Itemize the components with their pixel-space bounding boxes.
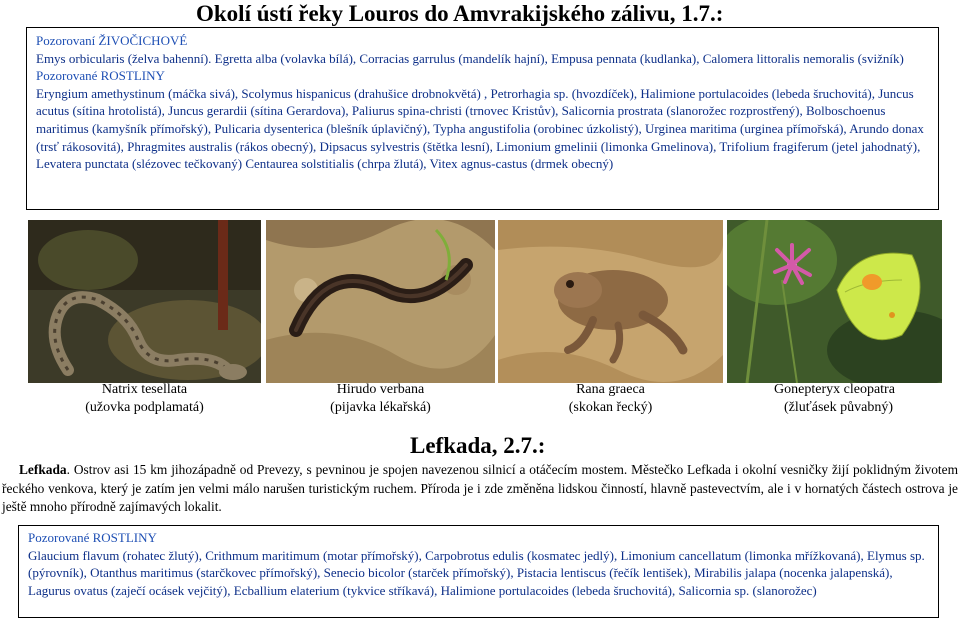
caption-czech: (skokan řecký) xyxy=(568,400,653,415)
caption-czech: (pijavka lékařská) xyxy=(330,400,431,415)
section-title-lefkada: Lefkada, 2.7.: xyxy=(410,433,546,458)
caption-czech: (žluťásek půvabný) xyxy=(784,400,893,415)
lefkada-plants-box xyxy=(18,525,939,618)
caption-leech xyxy=(266,381,495,417)
animals-heading: Pozorovaní ŽIVOČICHOVÉ xyxy=(36,33,188,48)
snake-photo xyxy=(28,220,261,383)
lefkada-plants-heading: Pozorované ROSTLINY xyxy=(28,530,157,545)
caption-latin: Gonepteryx cleopatra xyxy=(774,382,895,397)
frog-photo xyxy=(498,220,723,383)
animals-text: Emys orbicularis (želva bahenní). Egretta alba (volavka bílá), Corracias garrulus (mandelík hajní), Empusa pennata (kudlanka), Calomera littoralis nemoralis (svižník) xyxy=(36,50,904,66)
leech-photo xyxy=(266,220,495,383)
butterfly-photo xyxy=(727,220,942,383)
lefkada-lead: Lefkada xyxy=(19,462,67,477)
page-title: Okolí ústí řeky Louros do Amvrakijského zálivu, 1.7.: xyxy=(196,1,724,26)
plants-heading: Pozorované ROSTLINY xyxy=(36,68,165,84)
observations-box xyxy=(26,27,939,210)
caption-latin: Hirudo verbana xyxy=(336,382,425,397)
lefkada-plants-text: Glaucium flavum (rohatec žlutý), Crithmum maritimum (motar přímořský), Carpobrotus edulis (kosmatec jedlý), Limonium cancellatum (limonka mřížkovaná), Elymus sp. (pýrovník), Otanthus maritimus (starčkovec přímořský), Senecio bicolor (starček přímořský), Pistacia lentiscus (řečík lentišek), Mirabilis jalapa (nocenka jalapenská), Lagurus ovatus (zaječí ocásek vejčitý), Ecballium elaterium (tykvice stříkavá), Halimione portulacoides (lebeda šruchovitá), Salicornia sp. (slanorožec) xyxy=(28,547,925,598)
caption-latin: Rana graeca xyxy=(576,382,645,397)
lefkada-text: . Ostrov asi 15 km jihozápadně od Prevezy, s pevninou je spojen navezenou silnicí a otáčecím mostem. Městečko Lefkada i okolní vesničky žijí poklidným životem řeckého venkova, který je zatím jen velmi málo narušen turistickým ruchem. Příroda je i zde změněna lidskou činností, hlavně pastevectvím, ale i v hornatých částech ostrova je ještě mnoho přírodně zajímavých lokalit. xyxy=(2,462,958,515)
caption-frog xyxy=(498,381,723,417)
caption-latin: Natrix tesellata xyxy=(101,382,188,397)
caption-czech: (užovka podplamatá) xyxy=(85,400,204,415)
lefkada-paragraph xyxy=(2,461,958,517)
caption-butterfly xyxy=(727,381,942,417)
plants-text: Eryngium amethystinum (máčka sivá), Scolymus hispanicus (drahušice drobnokvětá) , Petrorhagia sp. (hvozdíček), Halimione portulacoides (lebeda šruchovitá), Juncus acutus (sítina hrotolistá), Juncus gerardii (sítina Gerardova), Paliurus spina-christi (trnovec Kristův), Salicornia prostrata (slanorožec rozprostřený), Bolboschoenus maritimus (kamyšník přímořský), Pulicaria dysenterica (blešník úplavičný), Typha angustifolia (orobinec úzkolistý), Urginea maritima (urginea přímořská), Arundo donax (trsť rákosovitá), Phragmites australis (rákos obecný), Dipsacus sylvestris (štětka lesní), Limonium gmelinii (limonka Gmelinova), Trifolium fragiferum (jetel jahodnatý), Levatera punctata (slézovec tečkovaný) Centaurea solstitialis (chrpa žlutá), Vitex agnus-castus (drmek obecný) xyxy=(36,85,924,172)
caption-snake xyxy=(28,381,261,417)
